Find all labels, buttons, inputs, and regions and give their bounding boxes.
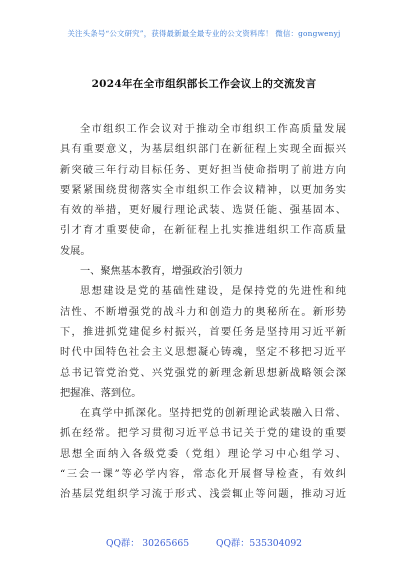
footer-qq-group-2: QQ群：535304092: [215, 538, 303, 549]
header-promo-note: 关注头条号“公文研究”，获得最新最全最专业的公文资料库！ 微信：gongwenyj: [67, 29, 341, 38]
body-line: 下，推进抓党建促乡村振兴，首要任务是坚持用习近平新: [60, 326, 346, 338]
body-line: 新突破三年行动目标任务、更好担当使命指明了前进方向: [60, 164, 346, 176]
body-line: 引才育才重要使命，在新征程上扎实推进组织工作高质量: [60, 225, 346, 237]
body-line: 发展。: [60, 245, 91, 257]
footer-qq-groups: [0, 535, 408, 549]
section-heading: 一、聚焦基本教育，增强政治引领力: [80, 266, 243, 278]
body-line: 治基层党组织学习流于形式、浅尝辄止等问题，推动习近: [60, 489, 346, 501]
body-line: 洁性、不断增强党的战斗力和创造力的奥秘所在。新形势: [60, 306, 346, 318]
body-line: 在真学中抓深化。坚持把党的创新理论武装融入日常、: [80, 408, 346, 420]
footer-qq-group-1: QQ群： 30265665: [105, 538, 190, 549]
body-line: “三会一课”等必学内容，常态化开展督导检查，有效纠: [60, 469, 346, 481]
body-line: 总书记管党治党、兴党强党的新理念新思想新战略领会深: [60, 367, 346, 379]
document-body: [60, 120, 346, 506]
body-line: 把握准、落到位。: [60, 387, 142, 399]
body-line: 时代中国特色社会主义思想凝心铸魂，坚定不移把习近平: [60, 347, 346, 359]
body-line: 抓在经常。把学习贯彻习近平总书记关于党的建设的重要: [60, 428, 346, 440]
document-title: 2024年在全市组织部长工作会议上的交流发言: [91, 78, 317, 90]
body-line: 有效的举措，更好履行理论武装、选贤任能、强基固本、: [60, 205, 346, 217]
body-line: 思想建设是党的基础性建设，是保持党的先进性和纯: [80, 286, 346, 298]
body-line: 思想全面纳入各级党委（党组）理论学习中心组学习、: [60, 448, 346, 460]
body-line: 要紧紧围绕贯彻落实全市组织工作会议精神，以更加务实: [60, 184, 346, 196]
body-line: 具有重要意义，为基层组织部门在新征程上实现全面振兴: [60, 144, 346, 156]
body-line: 全市组织工作会议对于推动全市组织工作高质量发展: [80, 124, 346, 135]
